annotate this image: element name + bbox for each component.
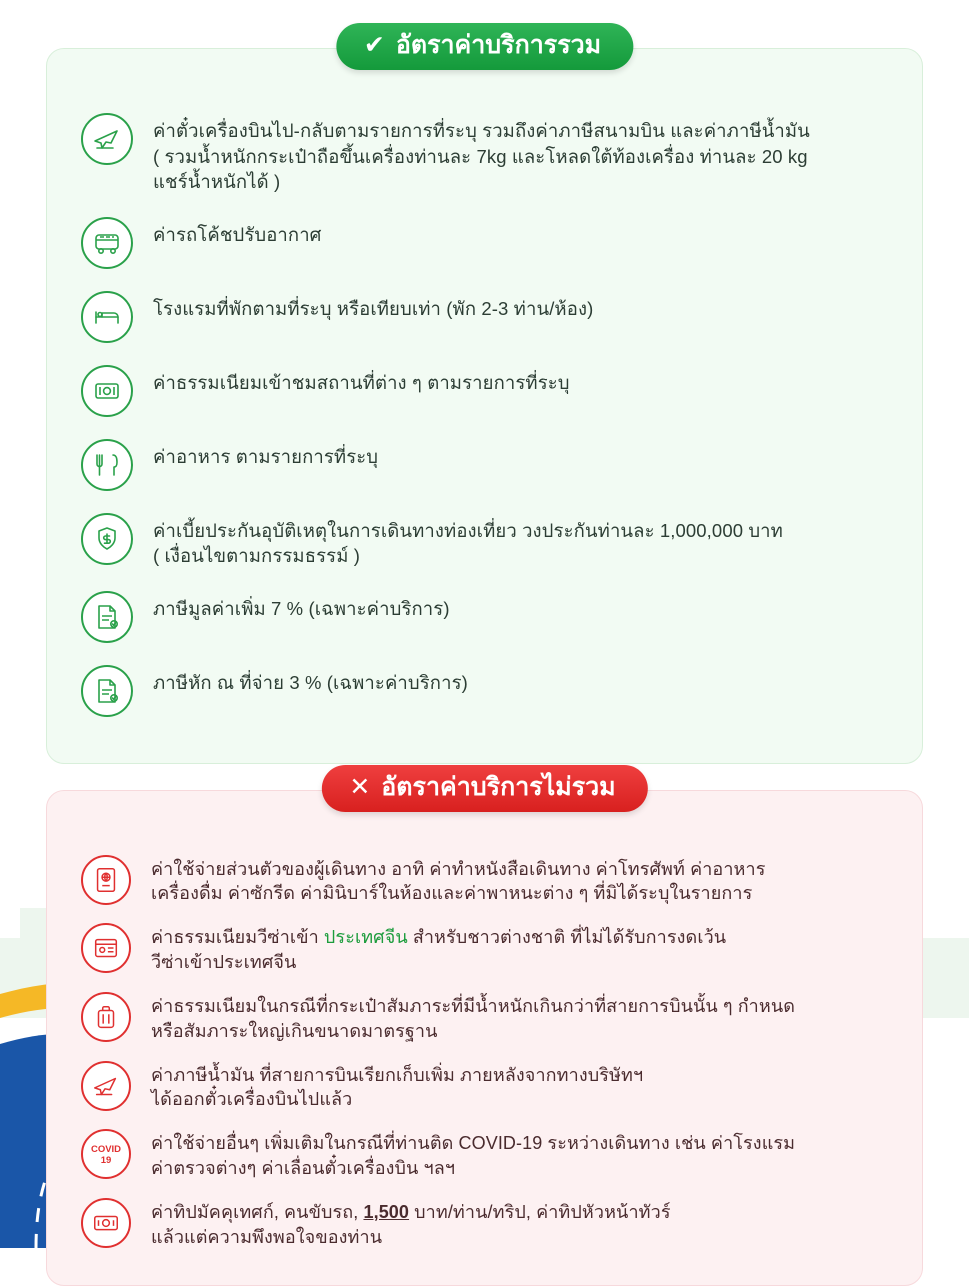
list-item-text: [151, 1059, 643, 1113]
list-item: [81, 1059, 888, 1113]
text-line: ค่ารถโค้ชปรับอากาศ: [153, 223, 322, 245]
list-item: [81, 215, 888, 269]
svg-text:COVID: COVID: [90, 1144, 122, 1156]
visa-icon: [81, 923, 131, 973]
text-line: แล้วแต่ความพึงพอใจของท่าน: [151, 1226, 383, 1247]
text-line: ค่าเบี้ยประกันอุบัติเหตุในการเดินทางท่องเที่ยว วงประกันท่านละ 1,000,000 บาท: [153, 519, 783, 541]
text-line: ค่าตั๋วเครื่องบินไป-กลับตามรายการที่ระบุ รวมถึงค่าภาษีสนามบิน และค่าภาษีน้ำมัน: [153, 120, 810, 141]
svg-text:19: 19: [100, 1155, 112, 1167]
list-item: [81, 363, 888, 417]
text-span: บาท/ท่าน/ทริป, ค่าทิปหัวหน้าทัวร์: [409, 1201, 671, 1222]
text-line: ( เงื่อนไขตามกรรมธรรม์ ): [153, 545, 360, 567]
vat-document-icon: [81, 665, 133, 717]
list-item: [81, 111, 888, 195]
highlight-china: ประเทศจีน: [323, 927, 408, 948]
included-badge: [336, 23, 633, 70]
content-sheet: [0, 31, 969, 1286]
list-item-text: [151, 921, 726, 975]
list-item: [81, 663, 888, 717]
text-line: โรงแรมที่พักตามที่ระบุ หรือเทียบเท่า (พัก 2-3 ท่าน/ห้อง): [153, 297, 594, 319]
text-line: ภาษีมูลค่าเพิ่ม 7 % (เฉพาะค่าบริการ): [153, 597, 450, 619]
list-item: [81, 511, 888, 569]
text-line: หรือสัมภาระใหญ่เกินขนาดมาตรฐาน: [151, 1020, 438, 1041]
text-span: สำหรับชาวต่างชาติ ที่ไม่ได้รับการงดเว้น: [407, 927, 727, 948]
text-line: [151, 925, 726, 950]
text-line: ค่าธรรมเนียมเข้าชมสถานที่ต่าง ๆ ตามรายการที่ระบุ: [153, 371, 570, 393]
text-line: ค่าใช้จ่ายอื่นๆ เพิ่มเติมในกรณีที่ท่านติด COVID-19 ระหว่างเดินทาง เช่น ค่าโรงแรม: [151, 1133, 796, 1154]
text-line: ภาษีหัก ณ ที่จ่าย 3 % (เฉพาะค่าบริการ): [153, 671, 468, 693]
list-item: [81, 589, 888, 643]
list-item-text: [153, 363, 570, 396]
included-card: [46, 31, 923, 764]
text-line: ค่าใช้จ่ายส่วนตัวของผู้เดินทาง อาทิ ค่าทำหนังสือเดินทาง ค่าโทรศัพท์ ค่าอาหาร: [151, 858, 766, 879]
ticket-entrance-icon: [81, 365, 133, 417]
luggage-icon: [81, 992, 131, 1042]
meal-icon: [81, 439, 133, 491]
list-item-text: [153, 589, 450, 622]
excluded-card: [46, 772, 923, 1286]
vat-document-icon: [81, 591, 133, 643]
list-item: [81, 289, 888, 343]
list-item-text: [153, 215, 322, 248]
bed-icon: [81, 291, 133, 343]
covid19-icon: [81, 1129, 131, 1179]
airplane-icon: [81, 113, 133, 165]
list-item-text: [153, 663, 468, 696]
list-item: [81, 921, 888, 975]
list-item-text: [151, 990, 795, 1044]
text-line: ค่าภาษีน้ำมัน ที่สายการบินเรียกเก็บเพิ่ม ภายหลังจากทางบริษัทฯ: [151, 1064, 644, 1085]
close-icon: ✕: [349, 772, 371, 801]
money-tip-icon: [81, 1198, 131, 1248]
text-line: ( รวมน้ำหนักกระเป๋าถือขึ้นเครื่องท่านละ 7kg และโหลดใต้ท้องเครื่อง ท่านละ 20 kg: [153, 145, 808, 167]
list-item-text: [151, 1196, 671, 1250]
passport-icon: [81, 855, 131, 905]
excluded-badge: [321, 765, 647, 812]
list-item-text: [151, 1127, 795, 1181]
check-icon: ✔: [363, 31, 385, 59]
included-badge-label: อัตราค่าบริการรวม: [395, 31, 602, 59]
text-line: ได้ออกตั๋วเครื่องบินไปแล้ว: [151, 1089, 353, 1110]
bus-icon: [81, 217, 133, 269]
no-fuel-airplane-icon: [81, 1061, 131, 1111]
list-item-text: [153, 111, 810, 195]
text-span: ค่าทิปมัคคุเทศก์, คนขับรถ,: [151, 1201, 364, 1222]
text-line: ค่าอาหาร ตามรายการที่ระบุ: [153, 445, 379, 467]
tip-amount: 1,500: [363, 1201, 410, 1222]
text-line: แชร์น้ำหนักได้ ): [153, 171, 281, 193]
text-line: วีซ่าเข้าประเทศจีน: [151, 952, 297, 973]
list-item: [81, 990, 888, 1044]
text-line: ค่าธรรมเนียมในกรณีที่กระเป๋าสัมภาระที่มีน้ำหนักเกินกว่าที่สายการบินนั้น ๆ กำหนด: [151, 995, 796, 1016]
insurance-icon: [81, 513, 133, 565]
list-item: [81, 437, 888, 491]
list-item: [81, 1196, 888, 1250]
list-item-text: [153, 289, 593, 322]
excluded-badge-label: อัตราค่าบริการไม่รวม: [381, 772, 616, 801]
list-item-text: [153, 511, 783, 569]
list-item-text: [151, 853, 766, 907]
list-item: [81, 1127, 888, 1181]
text-line: ค่าตรวจต่างๆ ค่าเลื่อนตั๋วเครื่องบิน ฯลฯ: [151, 1158, 456, 1179]
text-line: เครื่องดื่ม ค่าซักรีด ค่ามินิบาร์ในห้องและค่าพาหนะต่าง ๆ ที่มิได้ระบุในรายการ: [151, 883, 753, 904]
list-item-text: [153, 437, 378, 470]
text-line: [151, 1200, 671, 1225]
text-span: ค่าธรรมเนียมวีซ่าเข้า: [151, 927, 324, 948]
list-item: [81, 853, 888, 907]
